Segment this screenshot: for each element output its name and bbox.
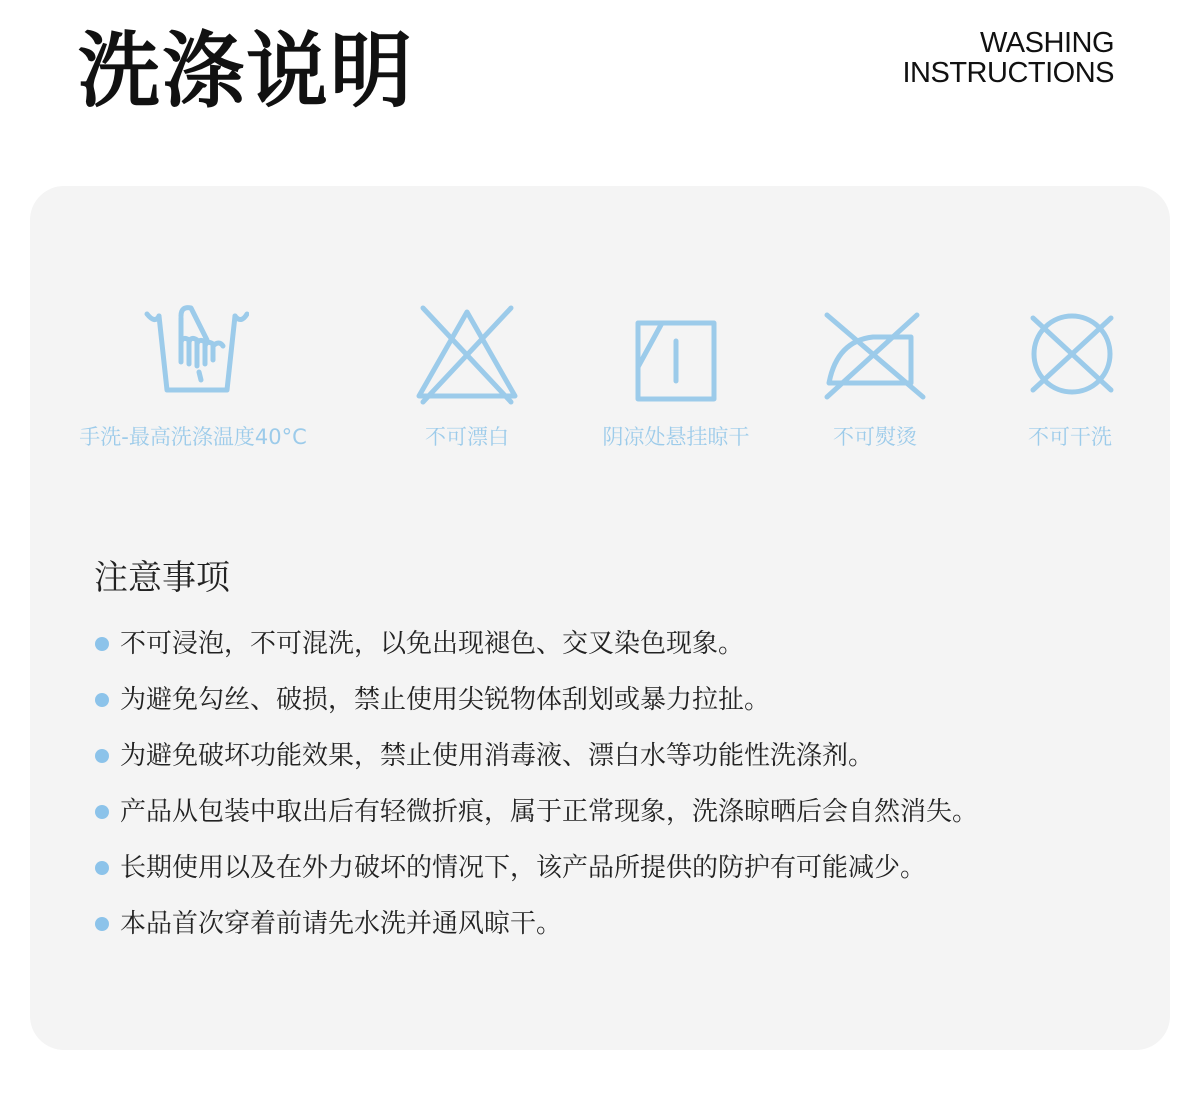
line-dry-in-shade-icon <box>634 319 718 403</box>
page-subtitle <box>903 28 1115 88</box>
do-not-iron-icon <box>823 311 927 401</box>
do-not-dry-clean-icon <box>1025 312 1119 396</box>
care-symbol-label: 不可干洗 <box>1028 425 1112 449</box>
bullet-dot <box>95 693 109 707</box>
list-item <box>94 784 1154 840</box>
list-item <box>94 840 1154 896</box>
note-text: 为避免勾丝、破损，禁止使用尖锐物体刮划或暴力拉扯。 <box>120 685 771 715</box>
subtitle-line-2: INSTRUCTIONS <box>902 57 1114 89</box>
note-text: 产品从包装中取出后有轻微折痕，属于正常现象，洗涤晾晒后会自然消失。 <box>120 797 979 827</box>
bullet-dot <box>95 917 109 931</box>
care-symbol-label: 手洗-最高洗涤温度40°C <box>79 425 307 449</box>
care-symbols-row <box>30 186 1170 486</box>
care-symbol-no-dry-clean <box>940 186 1200 486</box>
instructions-card <box>30 186 1170 1050</box>
bullet-dot <box>95 805 109 819</box>
do-not-bleach-icon <box>415 304 519 406</box>
list-item <box>94 728 1154 784</box>
list-item <box>94 616 1154 672</box>
note-text: 不可浸泡，不可混洗，以免出现褪色、交叉染色现象。 <box>120 629 745 659</box>
care-symbol-label: 阴凉处悬挂晾干 <box>602 425 750 449</box>
page-title: 洗涤说明 <box>78 24 415 119</box>
list-item <box>94 896 1154 952</box>
hand-wash-icon <box>143 302 249 398</box>
note-text: 本品首次穿着前请先水洗并通风晾干。 <box>120 909 563 939</box>
bullet-dot <box>95 637 109 651</box>
bullet-dot <box>95 749 109 763</box>
bullet-dot <box>95 861 109 875</box>
note-text: 为避免破坏功能效果，禁止使用消毒液、漂白水等功能性洗涤剂。 <box>120 741 875 771</box>
subtitle-line-1: WASHING <box>980 27 1114 59</box>
care-symbol-label: 不可漂白 <box>425 425 509 449</box>
note-text: 长期使用以及在外力破坏的情况下，该产品所提供的防护有可能减少。 <box>120 853 927 883</box>
care-symbol-hand-wash <box>63 186 323 486</box>
care-symbol-label: 不可熨烫 <box>833 425 917 449</box>
notes-title: 注意事项 <box>94 558 230 598</box>
notes-list <box>94 616 1154 952</box>
list-item <box>94 672 1154 728</box>
